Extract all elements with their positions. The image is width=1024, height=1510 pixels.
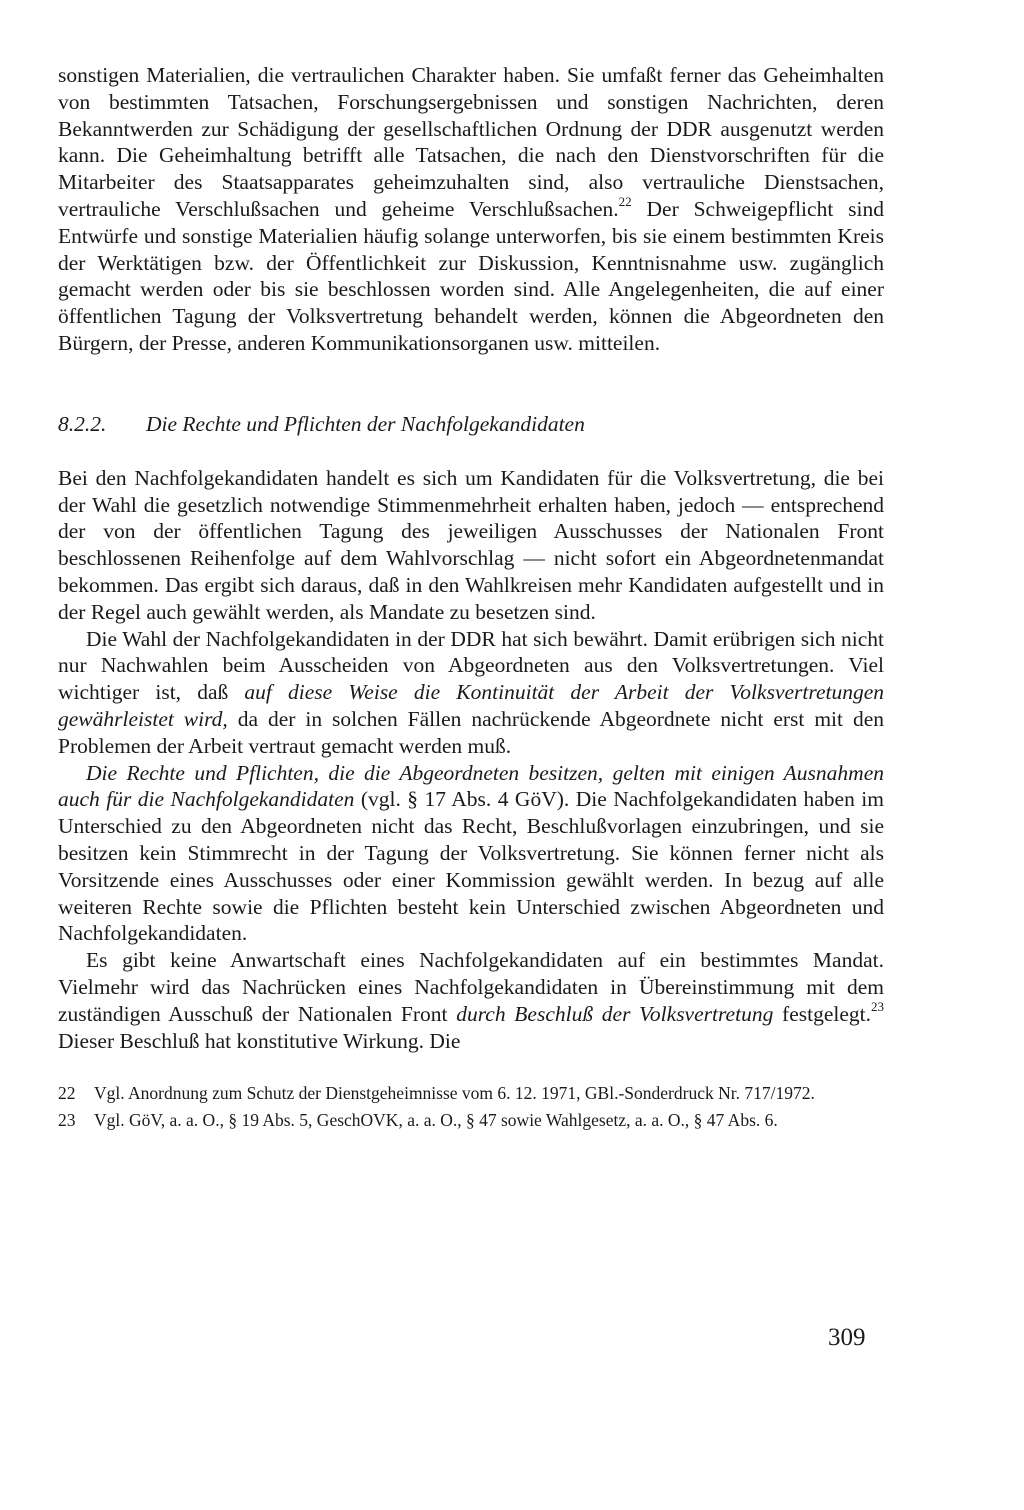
intro-text-rest: Der Schweigepflicht sind Entwürfe und sonstige Materialien häufig solange unterworfen, bis sie einem bestimmten Kreis der Werktätigen bzw. der Öffentlichkeit zur Diskussion, Kenntnisnahme usw. zugänglich gemacht werden oder bis sie beschlossen worden sind. Alle Angelegenheiten, die auf einer öffentlichen Tagung der Volksvertretung behandelt werden, können die Abgeordneten den Bürgern, der Presse, anderen Kommunikationsorganen usw. mitteilen. (58, 196, 884, 355)
intro-text: sonstigen Materialien, die vertraulichen Charakter haben. Sie umfaßt ferner das Geheimhalten von bestimmten Tatsachen, Forschungsergebnissen und sonstigen Nachrichten, deren Bekanntwerden zur Schädigung der gesellschaftlichen Ordnung der DDR ausgenutzt werden kann. Die Geheimhaltung betrifft alle Tatsachen, die nach den Dienstvorschriften für die Mitarbeiter des Staatsapparates geheimzuhalten sind, also vertrauliche Dienstsachen, vertrauliche Verschlußsachen und geheime Verschlußsachen. (58, 63, 884, 221)
section-number: 8.2.2. (58, 411, 107, 436)
footnote-number: 22 (58, 1083, 76, 1104)
footnote-number: 23 (58, 1109, 76, 1130)
paragraph-3-text: (vgl. § 17 Abs. 4 GöV). Die Nachfolgekandidaten haben im Unterschied zu den Abgeordneten nicht das Recht, Beschlußvorlagen einzubringen, und sie besitzen kein Stimmrecht in der Tagung der Volksvertretung. Sie können ferner nicht als Vorsitzende eines Ausschusses oder einer Kommission gewählt werden. In bezug auf alle weiteren Rechte sowie die Pflichten besteht kein Unterschied zwischen Abgeordneten und Nachfolgekandidaten. (58, 787, 884, 946)
footnotes (58, 1082, 884, 1131)
intro-paragraph (58, 62, 884, 357)
footnote-ref-23[interactable]: 23 (871, 998, 884, 1014)
section-body (58, 465, 884, 1055)
paragraph-2-emphasis: auf diese Weise die Kontinuität der Arbeit der Volksvertretungen gewährleistet wird, (58, 680, 884, 731)
paragraph-4-emphasis: durch Beschluß der Volksvertretung (456, 1001, 774, 1026)
paragraph-4-text-a: Es gibt keine Anwartschaft eines Nachfolgekandidaten auf ein bestimmtes Mandat. Vielmehr wird das Nachrücken eines Nachfolgekandidaten in Übereinstimmung mit dem zuständigen Ausschuß der Nationalen Front (58, 948, 884, 1026)
paragraph-3 (58, 760, 884, 948)
footnote-ref-22[interactable]: 22 (618, 193, 632, 209)
section-heading (58, 411, 884, 437)
footnote-text: Vgl. Anordnung zum Schutz der Dienstgeheimnisse vom 6. 12. 1971, GBl.-Sonderdruck Nr. 717/1972. (94, 1083, 815, 1104)
paragraph-4-text-c: festgelegt. (773, 1001, 871, 1026)
footnote-text: Vgl. GöV, a. a. O., § 19 Abs. 5, GeschOVK, a. a. O., § 47 sowie Wahlgesetz, a. a. O., § 47 Abs. 6. (94, 1109, 778, 1130)
page-content (58, 62, 884, 1135)
paragraph-2 (58, 626, 884, 760)
paragraph-2-text-a: Die Wahl der Nachfolgekandidaten in der DDR hat sich bewährt. Damit erübrigen sich nicht nur Nachwahlen beim Ausscheiden von Abgeordneten aus den Volksvertretungen. Viel wichtiger ist, daß (58, 626, 884, 705)
paragraph-4 (58, 947, 884, 1054)
paragraph-3-emphasis: Die Rechte und Pflichten, die die Abgeordneten besitzen, gelten mit einigen Ausnahmen auch für die Nachfolgekandidaten (58, 760, 884, 812)
page-number: 309 (828, 1324, 866, 1351)
paragraph-1: Bei den Nachfolgekandidaten handelt es sich um Kandidaten für die Volksvertretung, die bei der Wahl die gesetzlich notwendige Stimmenmehrheit erhalten haben, jedoch — entsprechend der von der öffentlichen Tagung des jeweiligen Ausschusses der Nationalen Front beschlossenen Reihenfolge auf dem Wahlvorschlag — nicht sofort ein Abgeordnetenmandat bekommen. Das ergibt sich daraus, daß in den Wahlkreisen mehr Kandidaten aufgestellt und in der Regel auch gewählt werden, als Mandate zu besetzen sind. (58, 465, 884, 624)
section-title: Die Rechte und Pflichten der Nachfolgekandidaten (146, 411, 585, 436)
paragraph-2-text-c: da der in solchen Fällen nachrückende Abgeordnete nicht erst mit den Problemen der Arbeit vertraut gemacht werden muß. (58, 706, 884, 758)
footnote-22 (58, 1082, 884, 1105)
paragraph-4-text-d: Dieser Beschluß hat konstitutive Wirkung. Die (58, 1028, 461, 1053)
footnote-23 (58, 1109, 884, 1132)
